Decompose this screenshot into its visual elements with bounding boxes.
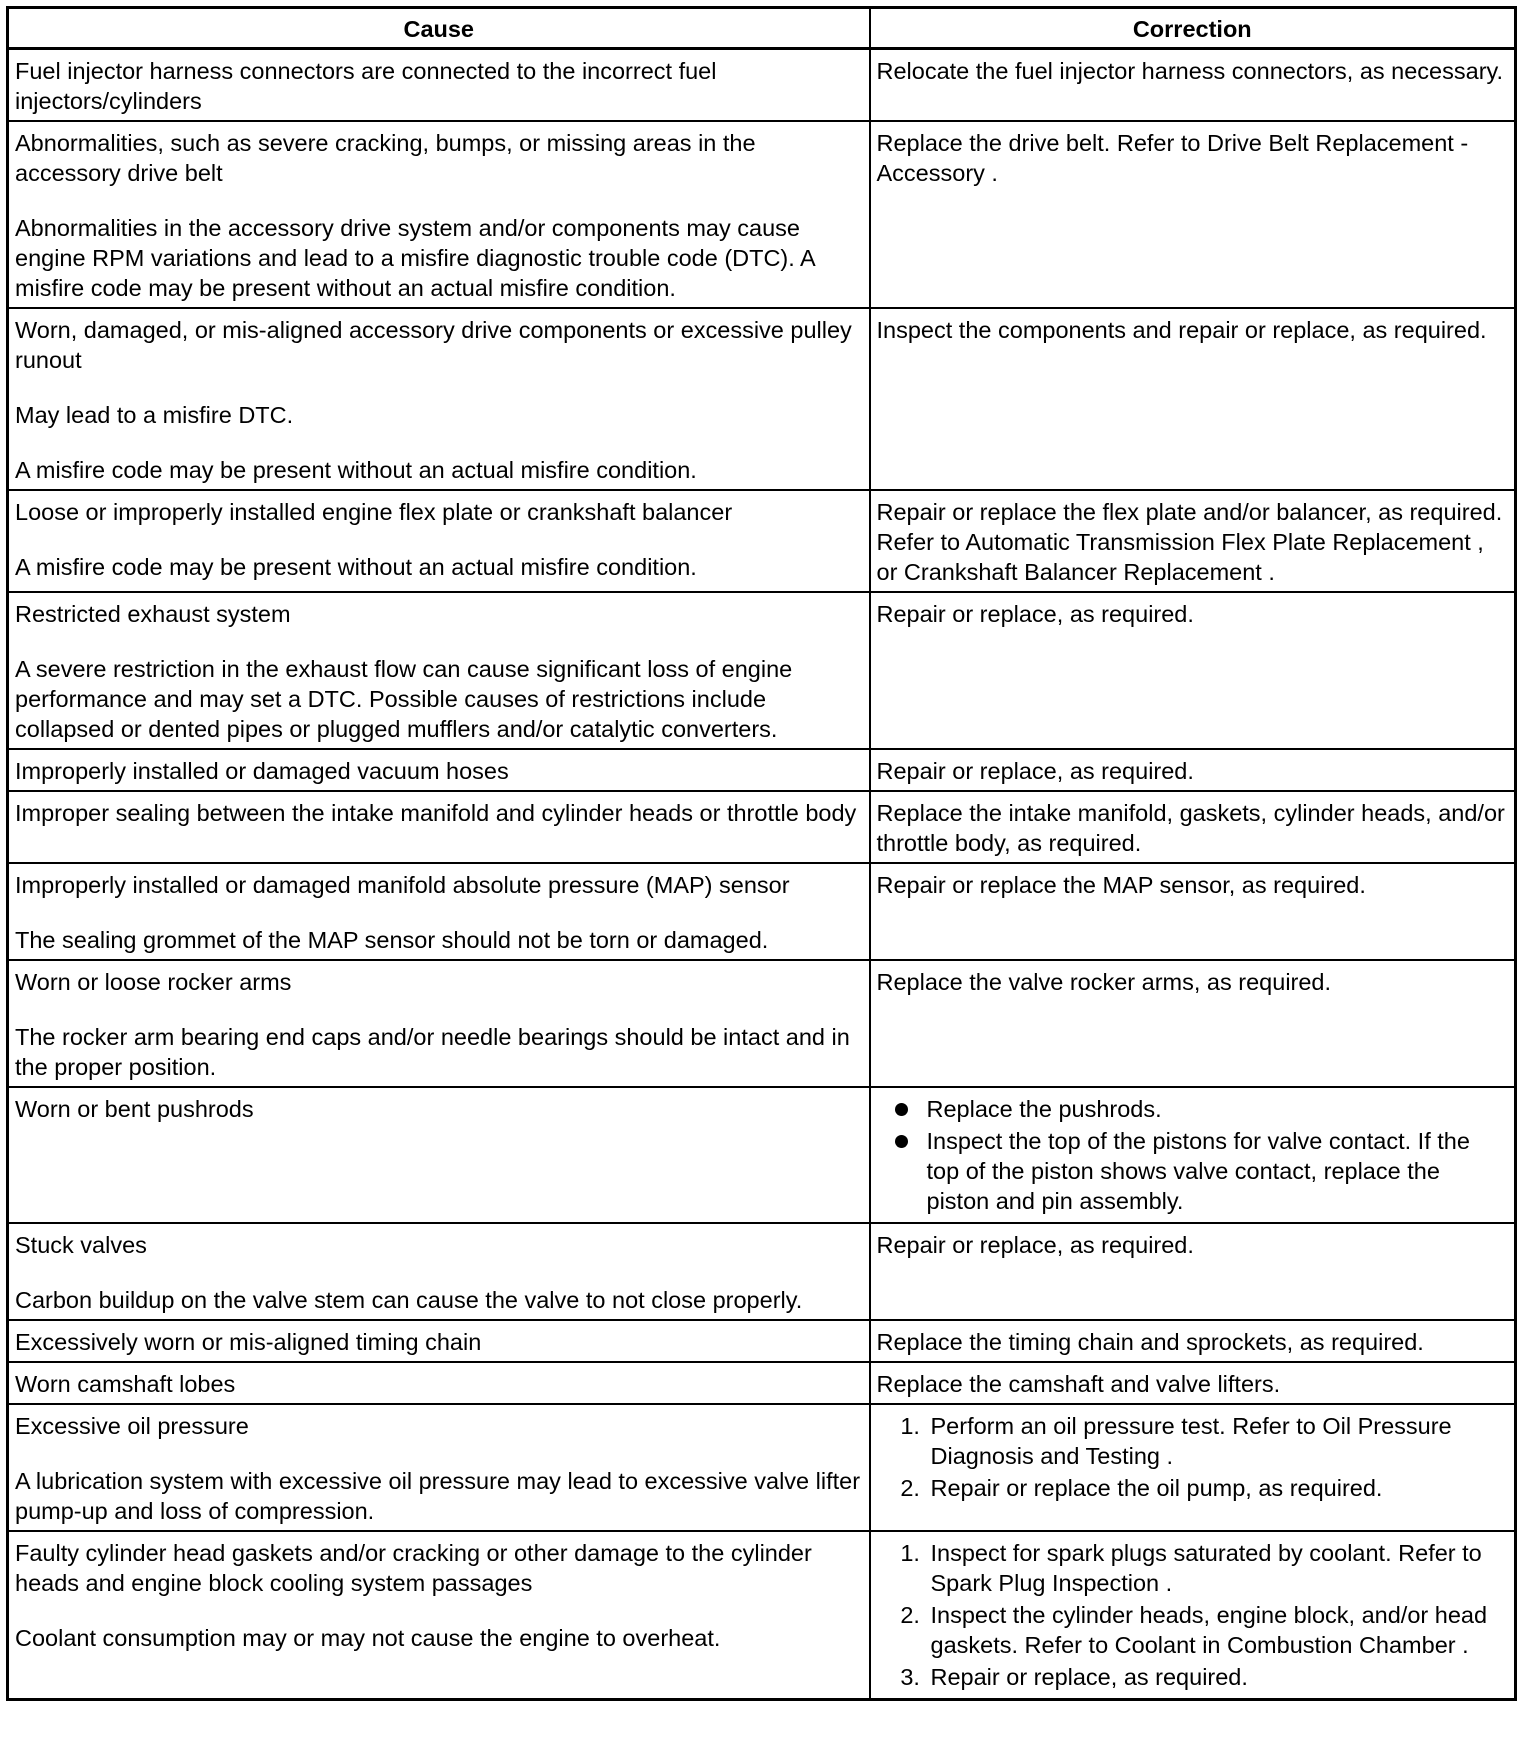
cause-note: A severe restriction in the exhaust flow can cause significant loss of engine performance and may set a DTC. Possible causes of restrictions include collapsed or dented pipes or plugged mufflers and/or catalytic converters. — [15, 656, 793, 742]
correction-text: Inspect the components and repair or replace, as required. — [876, 317, 1487, 343]
table-row — [8, 308, 1516, 490]
table-row — [8, 863, 1516, 960]
table-row — [8, 1087, 1516, 1223]
cause-text: Improper sealing between the intake manifold and cylinder heads or throttle body — [15, 800, 857, 826]
cause-text: Faulty cylinder head gaskets and/or cracking or other damage to the cylinder heads and engine block cooling system passages — [15, 1540, 812, 1596]
cause-cell — [8, 1223, 870, 1320]
correction-text: Repair or replace, as required. — [876, 601, 1194, 627]
correction-cell — [870, 490, 1516, 592]
cause-cell — [8, 960, 870, 1087]
table-row — [8, 749, 1516, 791]
correction-cell — [870, 863, 1516, 960]
cause-note: A lubrication system with excessive oil pressure may lead to excessive valve lifter pump-up and loss of compression. — [15, 1468, 861, 1524]
correction-column-header: Correction — [870, 8, 1516, 49]
cause-text: Excessively worn or mis-aligned timing chain — [15, 1329, 482, 1355]
table-row — [8, 121, 1516, 308]
table-row — [8, 1223, 1516, 1320]
correction-cell — [870, 1320, 1516, 1362]
table-row — [8, 791, 1516, 863]
table-body — [8, 49, 1516, 1700]
cause-note: May lead to a misfire DTC. — [15, 402, 294, 428]
cause-text: Improperly installed or damaged vacuum hoses — [15, 758, 509, 784]
cause-cell — [8, 791, 870, 863]
correction-text: Replace the timing chain and sprockets, as required. — [876, 1329, 1424, 1355]
correction-bullet-item: Replace the pushrods. — [927, 1094, 1509, 1124]
correction-text: Replace the valve rocker arms, as required. — [876, 969, 1332, 995]
correction-step-item: 1. Inspect for spark plugs saturated by coolant. Refer to Spark Plug Inspection . — [927, 1538, 1509, 1598]
cause-text: Loose or improperly installed engine flex plate or crankshaft balancer — [15, 499, 733, 525]
table-row — [8, 1404, 1516, 1531]
correction-cell — [870, 1087, 1516, 1223]
correction-text: Repair or replace, as required. — [876, 758, 1194, 784]
cause-text: Stuck valves — [15, 1232, 147, 1258]
correction-cell — [870, 1404, 1516, 1531]
cause-text: Fuel injector harness connectors are connected to the incorrect fuel injectors/cylinders — [15, 58, 717, 114]
correction-cell — [870, 49, 1516, 122]
correction-step-list — [877, 1411, 1509, 1503]
correction-text: Repair or replace the MAP sensor, as required. — [876, 872, 1366, 898]
correction-step-item: 3. Repair or replace, as required. — [927, 1662, 1509, 1692]
table-row — [8, 490, 1516, 592]
cause-note: A misfire code may be present without an actual misfire condition. — [15, 554, 697, 580]
cause-cell — [8, 1087, 870, 1223]
correction-step-item: 1. Perform an oil pressure test. Refer to Oil Pressure Diagnosis and Testing . — [927, 1411, 1509, 1471]
table-header-row — [8, 8, 1516, 49]
correction-step-item: 2. Inspect the cylinder heads, engine block, and/or head gaskets. Refer to Coolant in Combustion Chamber . — [927, 1600, 1509, 1660]
cause-note: The sealing grommet of the MAP sensor should not be torn or damaged. — [15, 927, 769, 953]
table-row — [8, 1320, 1516, 1362]
cause-text: Excessive oil pressure — [15, 1413, 249, 1439]
diagnostic-table — [6, 6, 1517, 1701]
cause-cell — [8, 749, 870, 791]
cause-text: Worn, damaged, or mis-aligned accessory drive components or excessive pulley runout — [15, 317, 852, 373]
correction-text: Replace the intake manifold, gaskets, cylinder heads, and/or throttle body, as required. — [876, 800, 1505, 856]
cause-text: Abnormalities, such as severe cracking, bumps, or missing areas in the accessory drive belt — [15, 130, 756, 186]
cause-note: A misfire code may be present without an actual misfire condition. — [15, 457, 697, 483]
correction-text: Replace the drive belt. Refer to Drive Belt Replacement - Accessory . — [876, 130, 1469, 186]
correction-cell — [870, 749, 1516, 791]
correction-text: Relocate the fuel injector harness connectors, as necessary. — [876, 58, 1504, 84]
cause-note: Carbon buildup on the valve stem can cause the valve to not close properly. — [15, 1287, 803, 1313]
cause-note: Abnormalities in the accessory drive system and/or components may cause engine RPM variations and lead to a misfire diagnostic trouble code (DTC). A misfire code may be present without an actual misfire condition. — [15, 215, 815, 301]
correction-step-item: 2. Repair or replace the oil pump, as required. — [927, 1473, 1509, 1503]
correction-cell — [870, 121, 1516, 308]
correction-cell — [870, 308, 1516, 490]
cause-cell — [8, 1404, 870, 1531]
cause-cell — [8, 308, 870, 490]
table-row — [8, 1531, 1516, 1700]
cause-text: Worn camshaft lobes — [15, 1371, 236, 1397]
cause-cell — [8, 863, 870, 960]
correction-text: Repair or replace, as required. — [876, 1232, 1194, 1258]
cause-text: Restricted exhaust system — [15, 601, 291, 627]
cause-text: Improperly installed or damaged manifold absolute pressure (MAP) sensor — [15, 872, 790, 898]
correction-step-list — [877, 1538, 1509, 1692]
table-row — [8, 1362, 1516, 1404]
cause-note: Coolant consumption may or may not cause the engine to overheat. — [15, 1625, 721, 1651]
cause-cell — [8, 121, 870, 308]
table-row — [8, 960, 1516, 1087]
cause-cell — [8, 49, 870, 122]
correction-cell — [870, 1362, 1516, 1404]
correction-bullet-list — [877, 1094, 1509, 1216]
cause-cell — [8, 1362, 870, 1404]
cause-text: Worn or bent pushrods — [15, 1096, 254, 1122]
cause-note: The rocker arm bearing end caps and/or needle bearings should be intact and in the proper position. — [15, 1024, 850, 1080]
correction-text: Replace the camshaft and valve lifters. — [876, 1371, 1281, 1397]
correction-cell — [870, 791, 1516, 863]
correction-text: Repair or replace the flex plate and/or balancer, as required. Refer to Automatic Transmission Flex Plate Replacement , or Crankshaft Balancer Replacement . — [876, 499, 1503, 585]
correction-cell — [870, 1531, 1516, 1700]
cause-cell — [8, 490, 870, 592]
correction-cell — [870, 960, 1516, 1087]
correction-cell — [870, 1223, 1516, 1320]
table-row — [8, 592, 1516, 749]
cause-cell — [8, 1531, 870, 1700]
cause-cell — [8, 592, 870, 749]
cause-column-header: Cause — [8, 8, 870, 49]
table-row — [8, 49, 1516, 122]
cause-text: Worn or loose rocker arms — [15, 969, 292, 995]
correction-bullet-item: Inspect the top of the pistons for valve contact. If the top of the piston shows valve contact, replace the piston and pin assembly. — [927, 1126, 1509, 1216]
correction-cell — [870, 592, 1516, 749]
cause-cell — [8, 1320, 870, 1362]
